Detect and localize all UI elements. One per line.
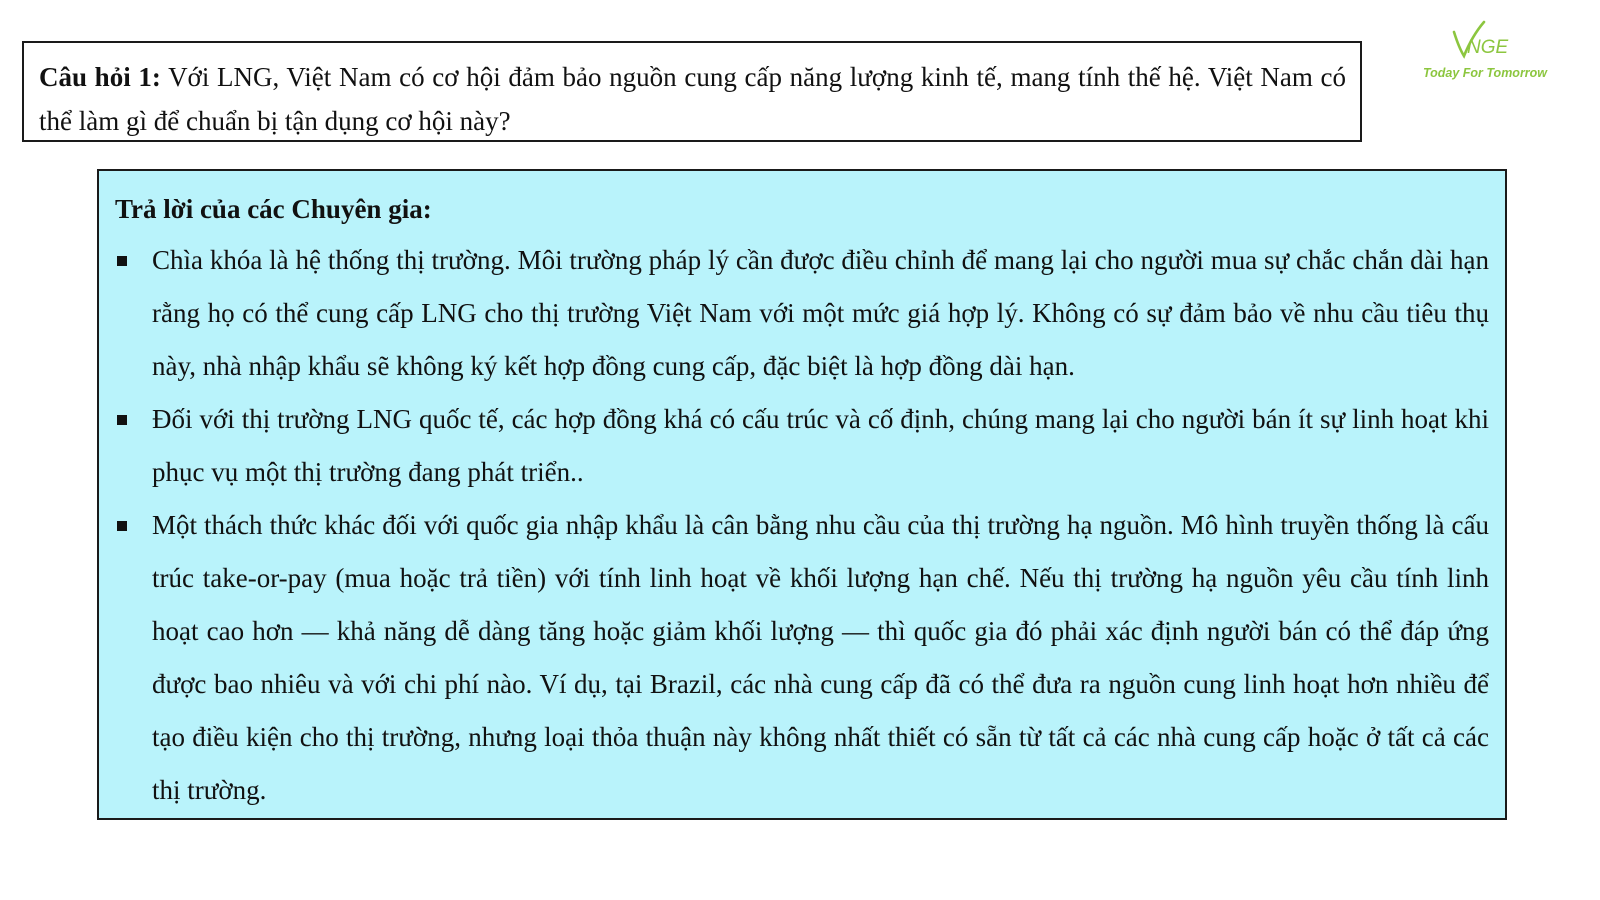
answer-list — [115, 234, 1489, 817]
answer-box — [97, 169, 1507, 820]
answer-item-text: Đối với thị trường LNG quốc tế, các hợp đồng khá có cấu trúc và cố định, chúng mang lại cho người bán ít sự linh hoạt khi phục vụ một thị trường đang phát triển.. — [152, 404, 1489, 487]
answer-list-item — [115, 499, 1489, 817]
question-label: Câu hỏi 1: — [39, 62, 161, 92]
answer-item-text: Chìa khóa là hệ thống thị trường. Môi trường pháp lý cần được điều chỉnh để mang lại cho người mua sự chắc chắn dài hạn rằng họ có thể cung cấp LNG cho thị trường Việt Nam với một mức giá hợp lý. Không có sự đảm bảo về nhu cầu tiêu thụ này, nhà nhập khẩu sẽ không ký kết hợp đồng cung cấp, đặc biệt là hợp đồng dài hạn. — [152, 245, 1489, 381]
question-box — [22, 41, 1362, 142]
answer-item-text: Một thách thức khác đối với quốc gia nhập khẩu là cân bằng nhu cầu của thị trường hạ nguồn. Mô hình truyền thống là cấu trúc take-or-pay (mua hoặc trả tiền) với tính linh hoạt về khối lượng hạn chế. Nếu thị trường hạ nguồn yêu cầu tính linh hoạt cao hơn — khả năng dễ dàng tăng hoặc giảm khối lượng — thì quốc gia đó phải xác định người bán có thể đáp ứng được bao nhiêu và với chi phí nào. Ví dụ, tại Brazil, các nhà cung cấp đã có thể đưa ra nguồn cung linh hoạt hơn nhiều để tạo điều kiện cho thị trường, nhưng loại thỏa thuận này không nhất thiết có sẵn từ tất cả các nhà cung cấp hoặc ở tất cả các thị trường. — [152, 510, 1489, 805]
vnge-logo-lettering: NGE — [1467, 37, 1509, 58]
answer-heading: Trả lời của các Chuyên gia: — [115, 194, 432, 224]
square-bullet-icon — [117, 521, 127, 531]
square-bullet-icon — [117, 415, 127, 425]
answer-list-item — [115, 393, 1489, 499]
logo-tagline: Today For Tomorrow — [1422, 66, 1548, 80]
vnge-logo-mark — [1450, 18, 1530, 62]
square-bullet-icon — [117, 256, 127, 266]
question-text: Với LNG, Việt Nam có cơ hội đảm bảo nguồn cung cấp năng lượng kinh tế, mang tính thế hệ. Việt Nam có thể làm gì để chuẩn bị tận dụng cơ hội này? — [39, 62, 1347, 136]
answer-list-item — [115, 234, 1489, 393]
vnge-logo — [1420, 18, 1550, 88]
